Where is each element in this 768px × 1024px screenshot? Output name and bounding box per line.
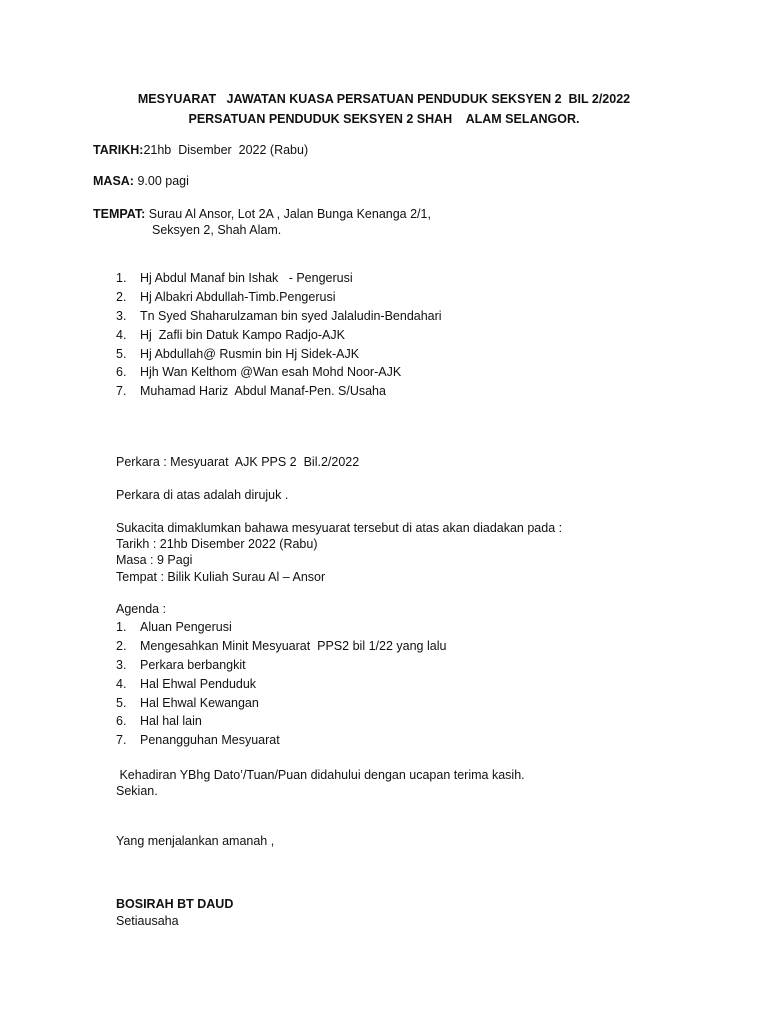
meeting-tempat: Tempat : Bilik Kuliah Surau Al – Ansor bbox=[116, 570, 326, 584]
agenda-item-number: 5. bbox=[116, 695, 127, 710]
member-item-text: Muhamad Hariz Abdul Manaf-Pen. S/Usaha bbox=[140, 384, 386, 399]
member-item-text: Tn Syed Shaharulzaman bin syed Jalaludin-Bendahari bbox=[140, 308, 442, 323]
tarikh-line bbox=[93, 141, 308, 160]
agenda-item-number: 1. bbox=[116, 620, 127, 634]
agenda-item-text: Hal hal lain bbox=[140, 714, 202, 729]
tarikh-value: 21hb Disember 2022 (Rabu) bbox=[143, 143, 309, 157]
member-item-text: Hj Albakri Abdullah-Timb.Pengerusi bbox=[140, 289, 336, 304]
masa-label: MASA: bbox=[93, 174, 134, 188]
perkara-line: Perkara : Mesyuarat AJK PPS 2 Bil.2/2022 bbox=[116, 455, 360, 469]
member-item-number: 3. bbox=[116, 308, 127, 323]
agenda-item-text: Penangguhan Mesyuarat bbox=[140, 733, 280, 748]
agenda-item-text: Mengesahkan Minit Mesyuarat PPS2 bil 1/22 yang lalu bbox=[140, 638, 447, 653]
tempat-label: TEMPAT: bbox=[93, 207, 146, 221]
member-item-text: Hjh Wan Kelthom @Wan esah Mohd Noor-AJK bbox=[140, 365, 402, 380]
tarikh-label: TARIKH: bbox=[93, 143, 144, 157]
agenda-label: Agenda : bbox=[116, 602, 167, 616]
agenda-item-number: 2. bbox=[116, 638, 127, 653]
kehadiran-line: Kehadiran YBhg Dato’/Tuan/Puan didahului dengan ucapan terima kasih. bbox=[116, 768, 525, 782]
agenda-item-text: Hal Ehwal Kewangan bbox=[140, 695, 259, 710]
agenda-item-number: 4. bbox=[116, 676, 127, 691]
dirujuk-line: Perkara di atas adalah dirujuk . bbox=[116, 488, 289, 502]
masa-line bbox=[93, 172, 189, 191]
sekian-line: Sekian. bbox=[116, 784, 158, 798]
member-item-number: 6. bbox=[116, 365, 127, 380]
member-item-number: 7. bbox=[116, 384, 127, 399]
masa-value: 9.00 pagi bbox=[133, 174, 189, 188]
member-item-number: 1. bbox=[116, 271, 127, 285]
agenda-item-number: 6. bbox=[116, 714, 127, 729]
agenda-item-number: 3. bbox=[116, 657, 127, 672]
meeting-masa: Masa : 9 Pagi bbox=[116, 553, 193, 567]
member-item-text: Hj Abdullah@ Rusmin bin Hj Sidek-AJK bbox=[140, 346, 360, 361]
agenda-item-text: Aluan Pengerusi bbox=[140, 620, 232, 634]
amanah-line: Yang menjalankan amanah , bbox=[116, 834, 275, 848]
signatory-title: Setiausaha bbox=[116, 914, 179, 928]
member-item-text: Hj Zafli bin Datuk Kampo Radjo-AJK bbox=[140, 327, 345, 342]
agenda-item-number: 7. bbox=[116, 733, 127, 748]
heading-line-2: PERSATUAN PENDUDUK SEKSYEN 2 SHAH ALAM SELANGOR. bbox=[188, 112, 580, 126]
sukacita-line: Sukacita dimaklumkan bahawa mesyuarat tersebut di atas akan diadakan pada : bbox=[116, 521, 563, 535]
member-item-number: 4. bbox=[116, 327, 127, 342]
member-item-number: 2. bbox=[116, 289, 127, 304]
agenda-item-text: Hal Ehwal Penduduk bbox=[140, 676, 257, 691]
member-item-number: 5. bbox=[116, 346, 127, 361]
tempat-value: Surau Al Ansor, Lot 2A , Jalan Bunga Kenanga 2/1, bbox=[145, 207, 431, 221]
tempat-line-2: Seksyen 2, Shah Alam. bbox=[152, 223, 282, 237]
meeting-tarikh: Tarikh : 21hb Disember 2022 (Rabu) bbox=[116, 537, 318, 551]
agenda-item-text: Perkara berbangkit bbox=[140, 657, 246, 672]
member-item-text: Hj Abdul Manaf bin Ishak - Pengerusi bbox=[140, 271, 353, 285]
heading-line-1: MESYUARAT JAWATAN KUASA PERSATUAN PENDUDUK SEKSYEN 2 BIL 2/2022 bbox=[137, 92, 631, 106]
signatory-name: BOSIRAH BT DAUD bbox=[116, 897, 234, 911]
